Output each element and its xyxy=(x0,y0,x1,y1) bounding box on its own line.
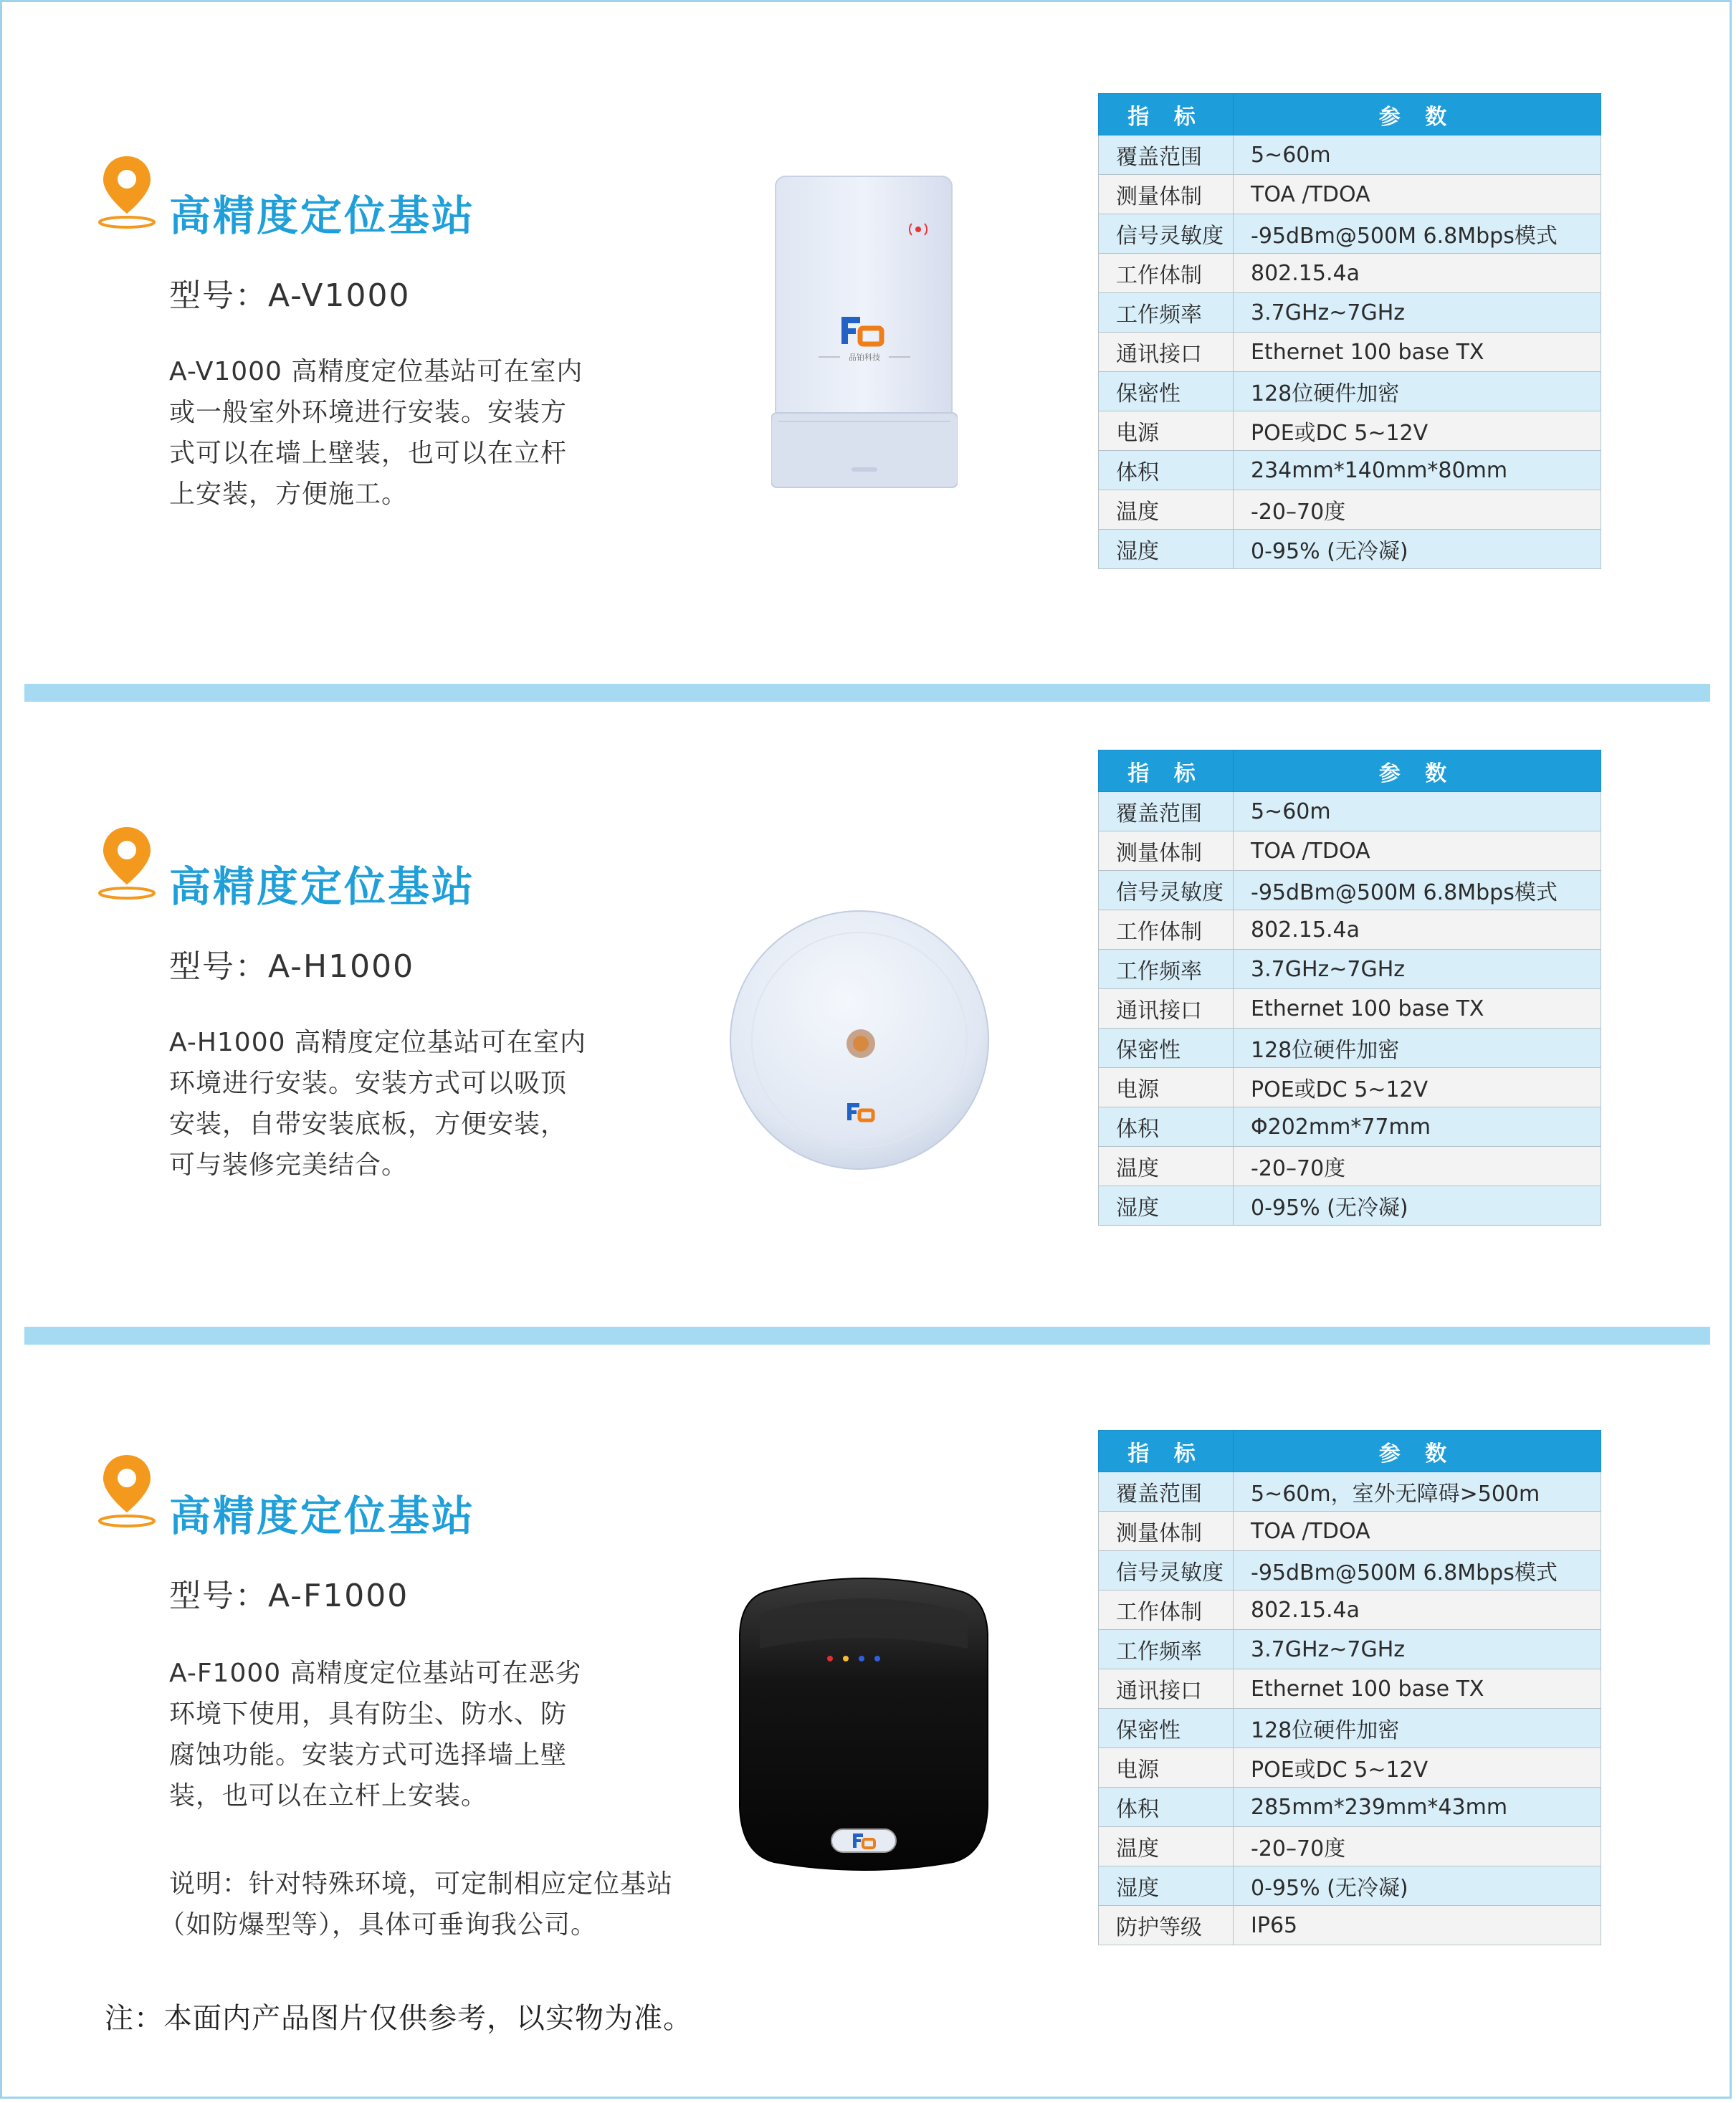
spec-row xyxy=(1099,372,1601,411)
spec-value: 802.15.4a xyxy=(1234,1591,1601,1630)
spec-key: 信号灵敏度 xyxy=(1099,214,1234,254)
spec-key: 湿度 xyxy=(1099,530,1234,569)
spec-header-row xyxy=(1099,750,1601,792)
spec-key: 湿度 xyxy=(1099,1186,1234,1226)
description-line: A-H1000 高精度定位基站可在室内 xyxy=(169,1028,586,1057)
spec-value: -95dBm@500M 6.8Mbps模式 xyxy=(1234,1551,1601,1591)
spec-row xyxy=(1099,871,1601,910)
spec-key: 电源 xyxy=(1099,411,1234,451)
location-pin-icon xyxy=(97,824,156,902)
spec-key: 体积 xyxy=(1099,1107,1234,1147)
spec-key: 测量体制 xyxy=(1099,831,1234,871)
product-description xyxy=(169,1653,614,1816)
spec-value: 0-95% (无冷凝) xyxy=(1234,530,1601,569)
spec-row xyxy=(1099,530,1601,569)
description-line: 环境下使用，具有防尘、防水、防 xyxy=(169,1699,568,1729)
spec-key: 信号灵敏度 xyxy=(1099,1551,1234,1591)
spec-value: Ethernet 100 base TX xyxy=(1234,989,1601,1029)
spec-row xyxy=(1099,1029,1601,1068)
spec-value: 3.7GHz~7GHz xyxy=(1234,1630,1601,1669)
spec-table xyxy=(1098,750,1601,1226)
spec-key: 测量体制 xyxy=(1099,1512,1234,1551)
description-line: 环境进行安装。安装方式可以吸顶 xyxy=(169,1069,568,1098)
spec-key: 通讯接口 xyxy=(1099,989,1234,1029)
spec-row xyxy=(1099,254,1601,293)
description-line: 式可以在墙上壁装，也可以在立杆 xyxy=(169,439,568,468)
spec-key: 工作频率 xyxy=(1099,1630,1234,1669)
spec-row xyxy=(1099,1512,1601,1551)
product-model: 型号：A-V1000 xyxy=(169,277,411,314)
spec-value: Φ202mm*77mm xyxy=(1234,1107,1601,1147)
spec-row xyxy=(1099,490,1601,530)
spec-key: 工作体制 xyxy=(1099,1591,1234,1630)
product-title: 高精度定位基站 xyxy=(169,191,476,240)
note-line: （如防爆型等），具体可垂询我公司。 xyxy=(159,1910,598,1940)
product-image-f1000 xyxy=(738,1570,989,1871)
spec-value: 0-95% (无冷凝) xyxy=(1234,1866,1601,1906)
spec-value: 802.15.4a xyxy=(1234,910,1601,950)
spec-row xyxy=(1099,451,1601,490)
spec-header-indicator: 指 标 xyxy=(1099,1431,1234,1472)
spec-row xyxy=(1099,333,1601,372)
spec-value: Ethernet 100 base TX xyxy=(1234,333,1601,372)
product-title: 高精度定位基站 xyxy=(169,862,476,911)
description-line: 上安装，方便施工。 xyxy=(169,480,409,509)
spec-table xyxy=(1098,1430,1601,1945)
spec-value: -20–70度 xyxy=(1234,1147,1601,1186)
spec-row xyxy=(1099,1186,1601,1226)
spec-row xyxy=(1099,989,1601,1029)
spec-key: 防护等级 xyxy=(1099,1906,1234,1945)
spec-row xyxy=(1099,910,1601,950)
spec-header-value: 参 数 xyxy=(1234,94,1601,135)
section-divider xyxy=(24,684,1710,702)
spec-key: 保密性 xyxy=(1099,1029,1234,1068)
spec-key: 覆盖范围 xyxy=(1099,1472,1234,1512)
spec-value: TOA /TDOA xyxy=(1234,831,1601,871)
spec-key: 温度 xyxy=(1099,490,1234,530)
spec-value: POE或DC 5~12V xyxy=(1234,411,1601,451)
spec-value: POE或DC 5~12V xyxy=(1234,1748,1601,1788)
spec-value: 285mm*239mm*43mm xyxy=(1234,1788,1601,1827)
spec-row xyxy=(1099,214,1601,254)
spec-value: -20–70度 xyxy=(1234,1827,1601,1866)
spec-value: TOA /TDOA xyxy=(1234,1512,1601,1551)
description-line: 安装，自带安装底板，方便安装， xyxy=(169,1110,568,1139)
spec-key: 湿度 xyxy=(1099,1866,1234,1906)
spec-row xyxy=(1099,1472,1601,1512)
spec-key: 覆盖范围 xyxy=(1099,135,1234,175)
product-image-h1000 xyxy=(727,907,992,1173)
spec-row xyxy=(1099,1630,1601,1669)
brand-text: 品铂科技 xyxy=(849,353,880,362)
spec-key: 温度 xyxy=(1099,1827,1234,1866)
spec-value: 5~60m xyxy=(1234,792,1601,831)
spec-row xyxy=(1099,1788,1601,1827)
spec-value: 128位硬件加密 xyxy=(1234,372,1601,411)
product-description xyxy=(169,1022,614,1186)
spec-key: 测量体制 xyxy=(1099,175,1234,214)
description-line: 装，也可以在立杆上安装。 xyxy=(169,1781,488,1811)
spec-row xyxy=(1099,1906,1601,1945)
spec-row xyxy=(1099,1551,1601,1591)
spec-value: 234mm*140mm*80mm xyxy=(1234,451,1601,490)
spec-key: 工作频率 xyxy=(1099,950,1234,989)
spec-row xyxy=(1099,1827,1601,1866)
spec-key: 保密性 xyxy=(1099,372,1234,411)
spec-value: 128位硬件加密 xyxy=(1234,1709,1601,1748)
spec-row xyxy=(1099,1068,1601,1107)
section-divider xyxy=(24,1327,1710,1345)
spec-key: 电源 xyxy=(1099,1748,1234,1788)
product-description xyxy=(169,351,614,515)
spec-value: 3.7GHz~7GHz xyxy=(1234,950,1601,989)
spec-row xyxy=(1099,411,1601,451)
description-line: 可与装修完美结合。 xyxy=(169,1150,409,1180)
spec-row xyxy=(1099,293,1601,333)
spec-row xyxy=(1099,1147,1601,1186)
spec-row xyxy=(1099,831,1601,871)
product-model: 型号：A-H1000 xyxy=(169,948,415,985)
location-pin-icon xyxy=(97,153,156,231)
spec-key: 体积 xyxy=(1099,1788,1234,1827)
spec-key: 工作频率 xyxy=(1099,293,1234,333)
description-line: 腐蚀功能。安装方式可选择墙上壁 xyxy=(169,1740,568,1770)
spec-row xyxy=(1099,1709,1601,1748)
spec-value: 128位硬件加密 xyxy=(1234,1029,1601,1068)
spec-row xyxy=(1099,175,1601,214)
product-title: 高精度定位基站 xyxy=(169,1492,476,1540)
spec-row xyxy=(1099,792,1601,831)
spec-header-indicator: 指 标 xyxy=(1099,94,1234,135)
description-line: A-V1000 高精度定位基站可在室内 xyxy=(169,357,583,386)
spec-row xyxy=(1099,1748,1601,1788)
spec-value: 5~60m，室外无障碍>500m xyxy=(1234,1472,1601,1512)
spec-key: 工作体制 xyxy=(1099,910,1234,950)
spec-table xyxy=(1098,93,1601,569)
spec-header-value: 参 数 xyxy=(1234,1431,1601,1472)
spec-header-value: 参 数 xyxy=(1234,750,1601,792)
spec-row xyxy=(1099,1669,1601,1709)
spec-value: 802.15.4a xyxy=(1234,254,1601,293)
description-line: A-F1000 高精度定位基站可在恶劣 xyxy=(169,1659,582,1688)
spec-key: 信号灵敏度 xyxy=(1099,871,1234,910)
spec-header-indicator: 指 标 xyxy=(1099,750,1234,792)
spec-value: POE或DC 5~12V xyxy=(1234,1068,1601,1107)
spec-value: 3.7GHz~7GHz xyxy=(1234,293,1601,333)
spec-value: TOA /TDOA xyxy=(1234,175,1601,214)
spec-row xyxy=(1099,1591,1601,1630)
spec-key: 工作体制 xyxy=(1099,254,1234,293)
spec-key: 覆盖范围 xyxy=(1099,792,1234,831)
spec-value: 5~60m xyxy=(1234,135,1601,175)
custom-note xyxy=(159,1864,674,1945)
spec-key: 保密性 xyxy=(1099,1709,1234,1748)
spec-value: Ethernet 100 base TX xyxy=(1234,1669,1601,1709)
spec-key: 通讯接口 xyxy=(1099,1669,1234,1709)
spec-row xyxy=(1099,1866,1601,1906)
footer-note: 注：本面内产品图片仅供参考，以实物为准。 xyxy=(105,2002,692,2035)
spec-header-row xyxy=(1099,94,1601,135)
spec-row xyxy=(1099,1107,1601,1147)
spec-value: -95dBm@500M 6.8Mbps模式 xyxy=(1234,214,1601,254)
spec-key: 电源 xyxy=(1099,1068,1234,1107)
description-line: 或一般室外环境进行安装。安装方 xyxy=(169,398,568,427)
product-image-v1000 xyxy=(771,173,958,489)
spec-key: 温度 xyxy=(1099,1147,1234,1186)
spec-value: -20–70度 xyxy=(1234,490,1601,530)
product-model: 型号：A-F1000 xyxy=(169,1578,409,1614)
spec-value: 0-95% (无冷凝) xyxy=(1234,1186,1601,1226)
spec-value: IP65 xyxy=(1234,1906,1601,1945)
spec-row xyxy=(1099,950,1601,989)
spec-key: 通讯接口 xyxy=(1099,333,1234,372)
spec-header-row xyxy=(1099,1431,1601,1472)
location-pin-icon xyxy=(97,1452,156,1530)
spec-value: -95dBm@500M 6.8Mbps模式 xyxy=(1234,871,1601,910)
note-line: 说明：针对特殊环境，可定制相应定位基站 xyxy=(169,1869,674,1899)
spec-key: 体积 xyxy=(1099,451,1234,490)
spec-row xyxy=(1099,135,1601,175)
